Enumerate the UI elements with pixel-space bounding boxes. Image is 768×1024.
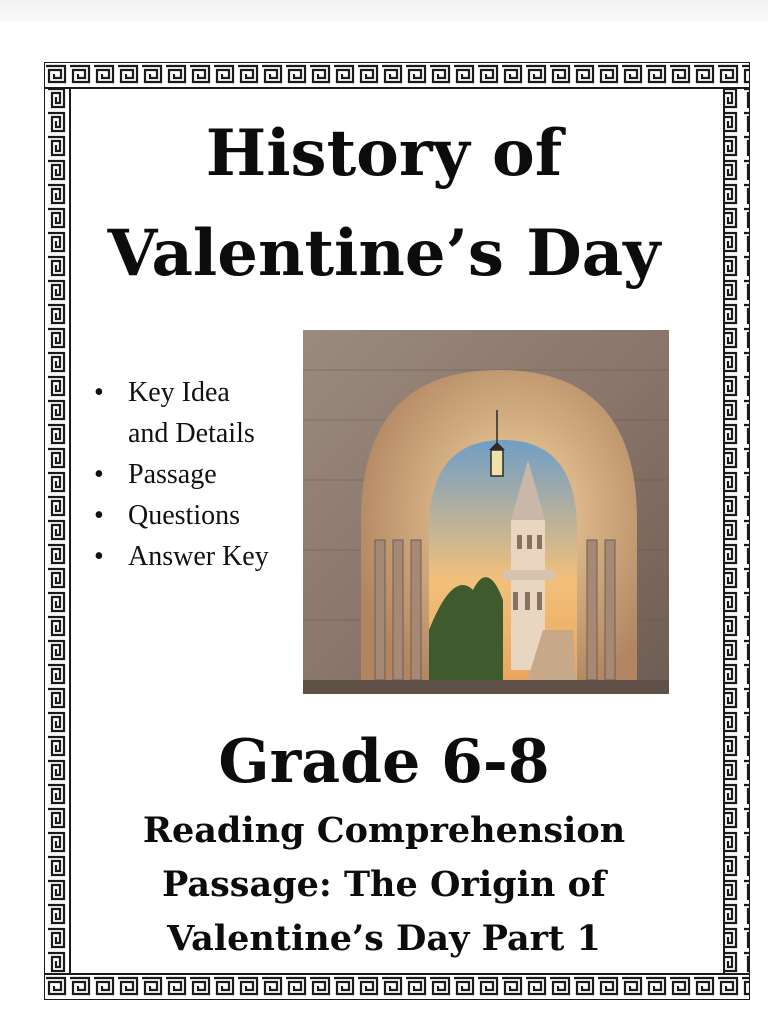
subtitle-line-1: Reading Comprehension	[142, 810, 626, 851]
list-item	[92, 372, 307, 454]
title-line-1: History of	[205, 116, 563, 191]
subtitle	[90, 804, 678, 966]
list-item	[92, 536, 307, 577]
feature-answer-key: Answer Key	[128, 541, 269, 572]
feature-key-idea-cont: and Details	[128, 418, 255, 449]
feature-key-idea: Key Idea	[128, 377, 230, 408]
subtitle-line-3: Valentine’s Day Part 1	[167, 918, 601, 959]
title-line-2: Valentine’s Day	[107, 216, 661, 291]
grade-level: Grade 6-8	[218, 727, 550, 797]
archway-photo	[303, 330, 669, 694]
feature-questions: Questions	[128, 500, 240, 531]
subtitle-line-2: Passage: The Origin of	[162, 864, 606, 905]
list-item	[92, 454, 307, 495]
list-item	[92, 495, 307, 536]
page-title	[70, 104, 698, 304]
feature-passage: Passage	[128, 459, 217, 490]
top-strip	[0, 0, 768, 22]
feature-list	[92, 372, 307, 577]
